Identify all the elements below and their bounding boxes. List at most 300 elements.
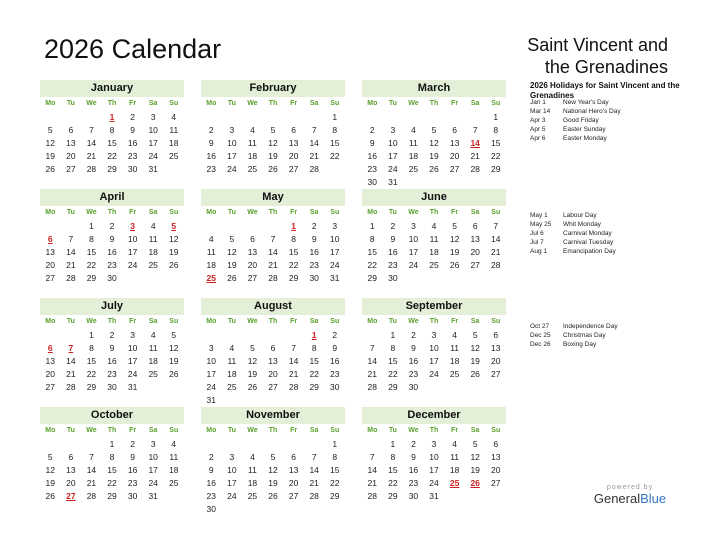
day-cell: 17 [127, 247, 138, 257]
holiday-item [530, 211, 700, 220]
day-cell: 3 [411, 221, 416, 231]
week-row [201, 111, 345, 124]
day-cell: 25 [247, 491, 258, 501]
brand-logo [590, 491, 670, 506]
day-cell: 28 [86, 491, 97, 501]
holiday-date: Apr 3 [530, 117, 546, 124]
day-cell: 2 [390, 221, 396, 231]
holiday-list-1 [530, 211, 700, 256]
weekday-label: Th [268, 318, 278, 325]
day-cell: 11 [450, 452, 460, 462]
day-cell: 19 [227, 260, 237, 270]
day-cell: 18 [247, 151, 258, 161]
day-cell: 1 [311, 330, 317, 340]
week-row [201, 490, 345, 503]
day-cell: 22 [330, 151, 340, 161]
week-row [362, 464, 506, 477]
day-cell: 14 [309, 138, 319, 148]
weekday-label: Fr [129, 209, 137, 216]
day-cell: 3 [208, 343, 214, 353]
day-cell: 13 [66, 465, 76, 475]
week-row [201, 233, 345, 246]
holiday-item [530, 247, 700, 256]
day-cell: 29 [86, 273, 97, 283]
day-cell [424, 176, 445, 189]
day-cell: 16 [408, 465, 419, 475]
day-cell: 19 [429, 151, 439, 161]
day-cell: 9 [311, 234, 317, 244]
day-cell: 1 [332, 112, 338, 122]
day-cell: 28 [288, 382, 299, 392]
day-cell: 2 [109, 221, 115, 231]
day-cell [444, 490, 465, 503]
week-row [201, 381, 345, 394]
day-cell [222, 438, 243, 451]
week-row [362, 220, 506, 233]
day-cell: 23 [206, 491, 217, 501]
week-row [201, 246, 345, 259]
week-row [40, 381, 184, 394]
weekday-label: Th [429, 318, 439, 325]
week-row [362, 163, 506, 176]
day-cell: 14 [367, 356, 378, 366]
day-cell: 21 [66, 369, 76, 379]
weekday-label: Mo [206, 318, 217, 325]
weekday-header [362, 97, 506, 111]
holiday-name: Easter Sunday [563, 126, 606, 133]
day-cell: 10 [206, 356, 217, 366]
week-row [362, 111, 506, 124]
weekday-label: Su [330, 318, 340, 325]
day-cell: 26 [429, 164, 439, 174]
day-cell: 8 [109, 125, 115, 135]
day-cell: 1 [390, 330, 396, 340]
weekday-header [201, 315, 345, 329]
day-cell: 15 [491, 138, 501, 148]
holiday-list-2 [530, 322, 700, 349]
day-cell: 22 [388, 478, 398, 488]
holiday-name: Emancipation Day [563, 248, 616, 255]
day-cell: 6 [47, 234, 53, 244]
weekday-label: Sa [470, 427, 480, 434]
day-cell: 29 [107, 491, 117, 501]
day-cell: 30 [127, 491, 138, 501]
day-cell: 5 [431, 125, 437, 135]
day-cell: 2 [109, 330, 115, 340]
day-cell: 15 [367, 247, 378, 257]
week-row [40, 150, 184, 163]
week-row [201, 259, 345, 272]
day-cell: 17 [227, 151, 237, 161]
day-cell: 17 [408, 247, 419, 257]
day-cell: 22 [309, 369, 319, 379]
month-3 [40, 189, 184, 285]
weekday-label: We [86, 100, 97, 107]
day-cell: 8 [311, 343, 317, 353]
day-cell: 22 [86, 369, 97, 379]
holiday-date: Oct 27 [530, 323, 550, 330]
weekday-label: Mo [367, 427, 378, 434]
week-row [362, 124, 506, 137]
weekday-label: Fr [290, 209, 298, 216]
day-cell: 27 [449, 164, 460, 174]
week-row [362, 259, 506, 272]
day-cell: 31 [429, 491, 439, 501]
week-row [201, 137, 345, 150]
day-cell: 14 [288, 356, 299, 366]
day-cell: 29 [309, 382, 319, 392]
week-row [201, 355, 345, 368]
day-cell: 25 [449, 478, 460, 488]
day-cell: 7 [270, 234, 276, 244]
weekday-label: Th [268, 100, 278, 107]
day-cell [465, 381, 486, 394]
day-cell: 17 [330, 247, 340, 257]
day-cell [40, 438, 61, 451]
day-cell [222, 329, 243, 342]
holiday-item [530, 107, 700, 116]
day-cell: 11 [227, 356, 237, 366]
day-cell: 28 [309, 164, 319, 174]
day-cell [81, 111, 102, 124]
week-row [362, 329, 506, 342]
day-cell: 28 [309, 491, 319, 501]
weekday-header [201, 424, 345, 438]
day-cell: 9 [332, 343, 338, 353]
day-cell: 18 [169, 138, 179, 148]
day-cell: 9 [369, 138, 375, 148]
weekday-label: Su [491, 209, 501, 216]
day-cell: 6 [270, 343, 276, 353]
day-cell: 10 [227, 138, 237, 148]
day-cell: 4 [229, 343, 235, 353]
day-cell: 25 [408, 164, 419, 174]
day-cell: 26 [247, 382, 258, 392]
day-cell: 9 [411, 343, 416, 353]
week-row [201, 451, 345, 464]
day-cell: 12 [470, 343, 480, 353]
holiday-date: May 25 [530, 221, 552, 228]
week-row [362, 246, 506, 259]
day-cell [242, 394, 263, 407]
day-cell: 19 [449, 247, 460, 257]
holiday-date: Dec 25 [530, 332, 551, 339]
day-cell: 18 [449, 465, 460, 475]
day-cell: 4 [250, 125, 255, 135]
day-cell: 24 [227, 164, 237, 174]
day-cell: 22 [367, 260, 378, 270]
day-cell: 24 [388, 164, 398, 174]
day-cell: 9 [109, 343, 115, 353]
week-row [362, 355, 506, 368]
day-cell: 6 [291, 452, 296, 462]
branding [590, 484, 670, 506]
day-cell: 24 [148, 478, 158, 488]
day-cell: 29 [330, 491, 340, 501]
day-cell: 7 [369, 452, 375, 462]
day-cell: 29 [86, 382, 97, 392]
day-cell: 20 [449, 151, 460, 161]
day-cell: 7 [89, 452, 94, 462]
day-cell [201, 111, 222, 124]
holiday-item [530, 134, 700, 143]
day-cell: 7 [311, 125, 317, 135]
weekday-label: Mo [45, 100, 56, 107]
day-cell: 6 [68, 125, 74, 135]
day-cell: 29 [288, 273, 299, 283]
week-row [362, 137, 506, 150]
day-cell: 7 [472, 125, 478, 135]
day-cell: 29 [388, 491, 398, 501]
weekday-label: Fr [290, 427, 298, 434]
week-row [362, 451, 506, 464]
day-cell: 2 [311, 221, 317, 231]
weekday-label: We [86, 318, 97, 325]
week-row [40, 163, 184, 176]
weekday-label: Su [169, 427, 179, 434]
day-cell: 6 [472, 221, 478, 231]
day-cell: 18 [148, 247, 158, 257]
day-cell [424, 272, 445, 285]
weekday-label: Sa [309, 100, 319, 107]
weekday-label: Th [107, 318, 117, 325]
day-cell: 13 [491, 343, 501, 353]
day-cell [122, 272, 143, 285]
day-cell: 13 [470, 234, 480, 244]
day-cell [40, 220, 61, 233]
weekday-label: Mo [206, 209, 217, 216]
day-cell: 20 [288, 478, 299, 488]
week-row [201, 163, 345, 176]
day-cell [263, 438, 284, 451]
day-cell: 4 [411, 125, 416, 135]
weekday-header [40, 315, 184, 329]
week-row [40, 342, 184, 355]
day-cell: 4 [150, 330, 156, 340]
day-cell: 7 [89, 125, 94, 135]
week-row [40, 220, 184, 233]
day-cell: 3 [229, 125, 235, 135]
holiday-item [530, 98, 700, 107]
day-cell: 7 [68, 234, 74, 244]
weekday-label: We [86, 427, 97, 434]
month-10 [201, 407, 345, 516]
day-cell: 9 [109, 234, 115, 244]
day-cell [222, 220, 243, 233]
day-cell: 14 [66, 356, 76, 366]
month-name: September [362, 298, 506, 315]
day-cell: 27 [288, 491, 299, 501]
day-cell: 7 [311, 452, 317, 462]
day-cell: 29 [491, 164, 501, 174]
day-cell: 16 [107, 356, 117, 366]
day-cell: 13 [247, 247, 258, 257]
day-cell [324, 394, 345, 407]
weekday-label: Mo [45, 318, 56, 325]
day-cell [403, 272, 424, 285]
weekday-label: Tu [66, 318, 75, 325]
day-cell: 31 [127, 382, 138, 392]
weekday-label: Mo [367, 100, 378, 107]
day-cell: 15 [388, 465, 398, 475]
day-cell [362, 111, 383, 124]
day-cell: 1 [109, 439, 115, 449]
weekday-label: Fr [451, 100, 459, 107]
holiday-name: Boxing Day [563, 341, 597, 348]
day-cell: 24 [408, 260, 419, 270]
day-cell: 26 [268, 491, 278, 501]
day-cell: 2 [332, 330, 338, 340]
week-row [362, 176, 506, 189]
day-cell: 25 [247, 164, 258, 174]
day-cell [242, 503, 263, 516]
weekday-label: Tu [66, 209, 75, 216]
day-cell: 20 [66, 478, 76, 488]
month-name: July [40, 298, 184, 315]
powered-by-text: powered by [606, 484, 654, 491]
day-cell: 4 [431, 221, 437, 231]
day-cell: 8 [89, 234, 94, 244]
holiday-item [530, 238, 700, 247]
day-cell: 25 [227, 382, 237, 392]
day-cell: 29 [367, 273, 378, 283]
day-cell: 22 [491, 151, 501, 161]
day-cell: 22 [86, 260, 97, 270]
day-cell [304, 394, 325, 407]
day-cell: 27 [470, 260, 480, 270]
day-cell: 21 [66, 260, 76, 270]
brand-name-blue: Blue [640, 491, 667, 506]
day-cell: 15 [107, 138, 117, 148]
day-cell: 19 [169, 247, 179, 257]
holiday-name: National Hero's Day [563, 108, 621, 115]
week-row [362, 272, 506, 285]
day-cell [424, 111, 445, 124]
day-cell: 17 [227, 478, 237, 488]
day-cell: 26 [45, 491, 56, 501]
week-row [201, 438, 345, 451]
country-line-1: Saint Vincent and [527, 35, 668, 55]
day-cell: 23 [309, 260, 319, 270]
day-cell: 24 [127, 260, 138, 270]
day-cell: 22 [288, 260, 299, 270]
day-cell: 11 [206, 247, 216, 257]
day-cell: 14 [86, 465, 97, 475]
weekday-label: Mo [45, 427, 56, 434]
day-cell: 17 [429, 356, 439, 366]
day-cell [222, 394, 243, 407]
weekday-label: Th [107, 209, 117, 216]
day-cell: 11 [148, 343, 158, 353]
day-cell: 15 [330, 138, 340, 148]
day-cell: 28 [367, 491, 378, 501]
day-cell [242, 438, 263, 451]
day-cell: 6 [452, 125, 457, 135]
weekday-label: Mo [367, 318, 378, 325]
day-cell [485, 176, 506, 189]
day-cell [143, 381, 164, 394]
day-cell: 3 [390, 125, 396, 135]
day-cell: 11 [169, 452, 179, 462]
weekday-label: Tu [66, 100, 75, 107]
day-cell: 15 [388, 356, 398, 366]
weekday-label: Mo [45, 209, 56, 216]
day-cell [263, 329, 284, 342]
day-cell: 14 [66, 247, 76, 257]
day-cell [444, 381, 465, 394]
day-cell: 27 [45, 382, 56, 392]
weekday-header [40, 97, 184, 111]
day-cell: 15 [107, 465, 117, 475]
day-cell: 29 [388, 382, 398, 392]
week-row [201, 503, 345, 516]
week-row [201, 272, 345, 285]
day-cell: 7 [369, 343, 375, 353]
weekday-label: Tu [227, 318, 236, 325]
day-cell: 16 [330, 356, 340, 366]
day-cell: 12 [247, 356, 258, 366]
day-cell: 2 [130, 112, 135, 122]
day-cell: 13 [45, 356, 56, 366]
day-cell [40, 329, 61, 342]
day-cell [283, 329, 304, 342]
day-cell: 15 [288, 247, 299, 257]
day-cell: 23 [206, 164, 217, 174]
day-cell: 14 [309, 465, 319, 475]
week-row [362, 368, 506, 381]
day-cell: 9 [130, 452, 135, 462]
day-cell: 4 [171, 439, 177, 449]
day-cell: 2 [411, 330, 416, 340]
holiday-date: Apr 5 [530, 126, 546, 133]
day-cell [40, 111, 61, 124]
day-cell: 25 [148, 260, 158, 270]
weekday-label: Mo [206, 427, 217, 434]
week-row [201, 464, 345, 477]
day-cell: 16 [367, 151, 378, 161]
month-name: June [362, 189, 506, 206]
day-cell [163, 490, 184, 503]
weekday-label: Fr [451, 427, 459, 434]
day-cell: 8 [291, 234, 296, 244]
day-cell: 24 [330, 260, 340, 270]
day-cell: 6 [68, 452, 74, 462]
holiday-item [530, 322, 700, 331]
day-cell: 21 [309, 478, 319, 488]
weekday-header [40, 206, 184, 220]
day-cell: 6 [493, 330, 499, 340]
day-cell: 17 [429, 465, 439, 475]
day-cell [163, 272, 184, 285]
weekday-label: Sa [148, 318, 158, 325]
day-cell: 12 [227, 247, 237, 257]
day-cell: 28 [66, 273, 76, 283]
day-cell: 21 [367, 478, 378, 488]
day-cell: 31 [148, 491, 158, 501]
day-cell: 26 [169, 260, 179, 270]
day-cell [283, 394, 304, 407]
day-cell: 30 [388, 273, 398, 283]
day-cell: 26 [227, 273, 237, 283]
day-cell: 3 [130, 221, 135, 231]
day-cell [283, 438, 304, 451]
month-7 [201, 298, 345, 407]
day-cell: 22 [107, 478, 117, 488]
day-cell: 18 [148, 356, 158, 366]
day-cell: 5 [472, 330, 478, 340]
weekday-label: Fr [290, 318, 298, 325]
day-cell: 12 [449, 234, 460, 244]
